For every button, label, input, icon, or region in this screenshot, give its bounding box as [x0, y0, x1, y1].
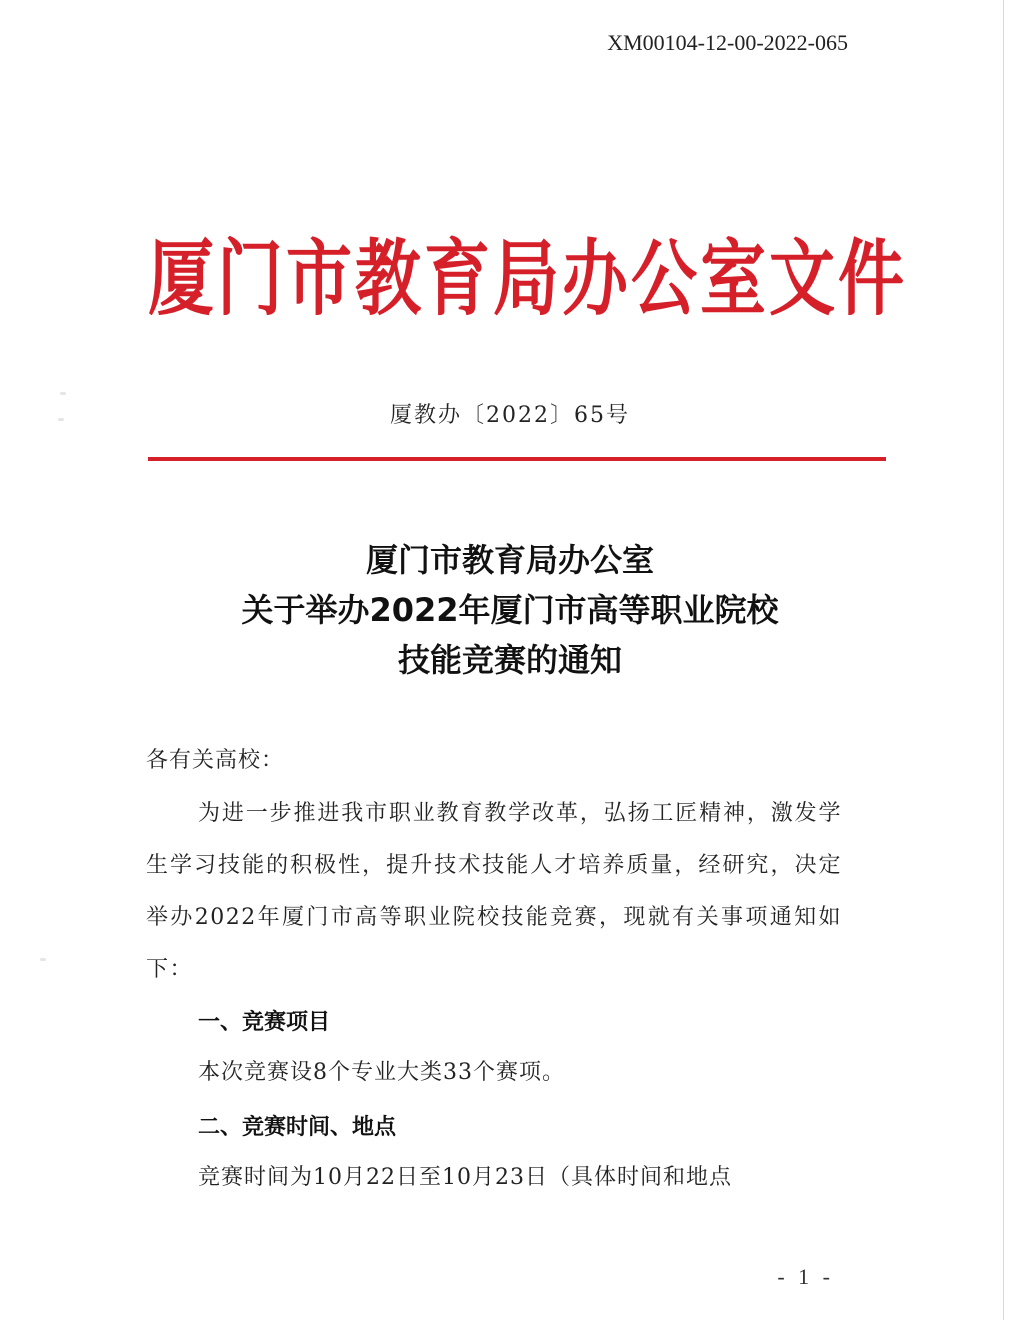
section-1-text: 本次竞赛设8个专业大类33个赛项。: [198, 1060, 565, 1085]
section-heading-2: 二、竞赛时间、地点: [198, 1115, 397, 1140]
document-number: 厦教办〔2022〕65号: [390, 403, 630, 428]
salutation: 各有关高校：: [146, 748, 285, 773]
notice-title: [0, 535, 1020, 685]
scan-speck: [60, 392, 66, 395]
section-2-text: 竞赛时间为10月22日至10月23日（具体时间和地点: [198, 1165, 732, 1190]
section-heading-1: 一、竞赛项目: [198, 1010, 331, 1035]
document-id: XM00104-12-00-2022-065: [607, 30, 848, 55]
page-number: - 1 -: [777, 1264, 834, 1289]
intro-paragraph: 为进一步推进我市职业教育教学改革，弘扬工匠精神，激发学生学习技能的积极性，提升技术技能人才培养质量，经研究，决定举办2022年厦门市高等职业院校技能竞赛，现就有关事项通知如下：: [146, 801, 842, 982]
red-divider: [148, 457, 886, 461]
title-line-2: 关于举办2022年厦门市高等职业院校: [241, 591, 779, 629]
scan-speck: [40, 958, 46, 961]
title-line-1: 厦门市教育局办公室: [365, 541, 654, 579]
issuer-header: 厦门市教育局办公室文件: [148, 230, 907, 327]
title-line-3: 技能竞赛的通知: [397, 641, 622, 679]
